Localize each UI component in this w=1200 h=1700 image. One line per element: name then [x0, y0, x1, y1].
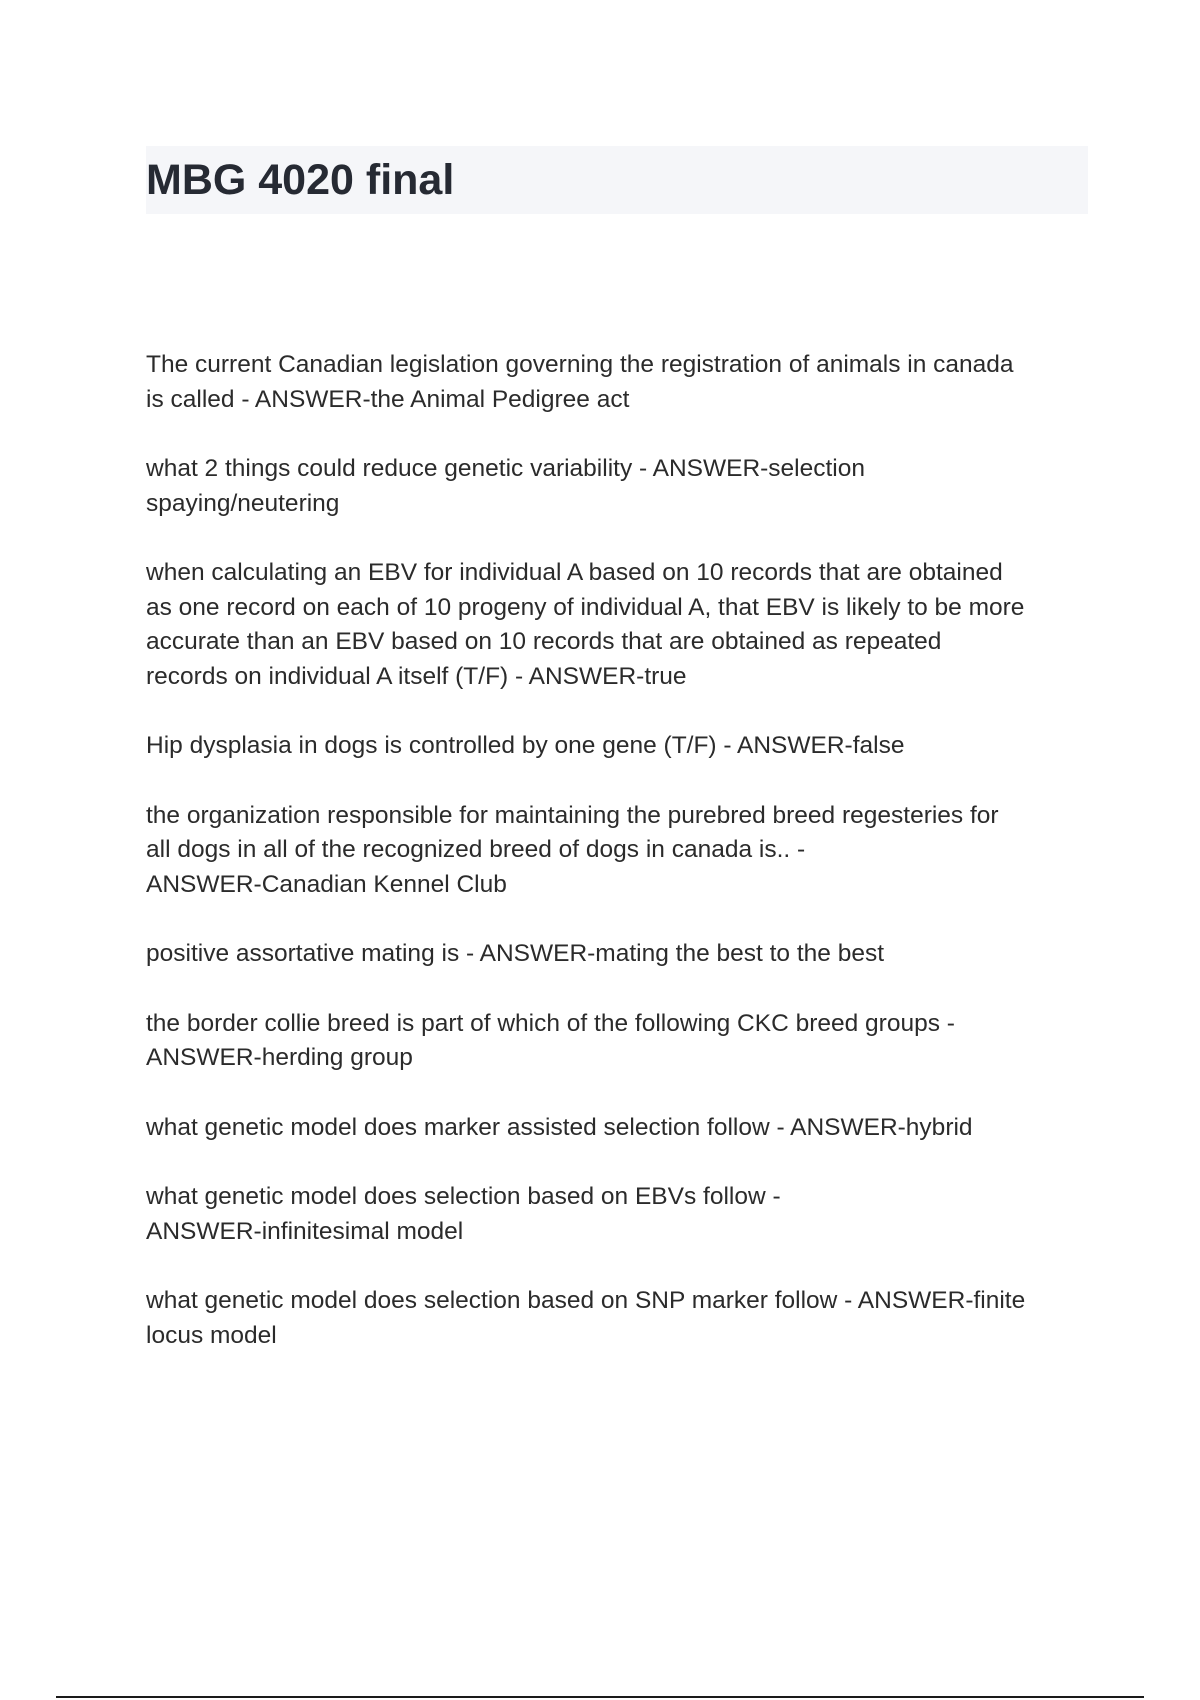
page-title: MBG 4020 final — [146, 156, 455, 204]
qa-item: positive assortative mating is - ANSWER-mating the best to the best — [146, 940, 885, 967]
footer-divider — [56, 1696, 1144, 1698]
title-banner — [146, 146, 1088, 214]
qa-item: when calculating an EBV for individual A based on 10 records that are obtained as one record on each of 10 progeny of individual A, that EBV is likely to be more accurate than an EBV based on 10 records that are obtained as repeated records on individual A itself (T/F) - ANSWER-true — [146, 559, 1025, 690]
qa-item: what 2 things could reduce genetic variability - ANSWER-selection spaying/neutering — [146, 455, 866, 517]
qa-item: the border collie breed is part of which of the following CKC breed groups - ANSWER-herding group — [146, 1009, 955, 1071]
qa-item: what genetic model does selection based on SNP marker follow - ANSWER-finite locus model — [146, 1287, 1026, 1349]
qa-item: Hip dysplasia in dogs is controlled by one gene (T/F) - ANSWER-false — [146, 732, 905, 759]
qa-item: what genetic model does marker assisted selection follow - ANSWER-hybrid — [146, 1113, 973, 1141]
qa-list — [146, 348, 1096, 1388]
qa-item: what genetic model does selection based on EBVs follow - ANSWER-infinitesimal model — [146, 1183, 781, 1245]
qa-item: the organization responsible for maintaining the purebred breed regesteries for all dogs in all of the recognized breed of dogs in canada is.. - ANSWER-Canadian Kennel Club — [146, 801, 999, 898]
qa-item: The current Canadian legislation governing the registration of animals in canada is called - ANSWER-the Animal Pedigree act — [146, 351, 1014, 413]
